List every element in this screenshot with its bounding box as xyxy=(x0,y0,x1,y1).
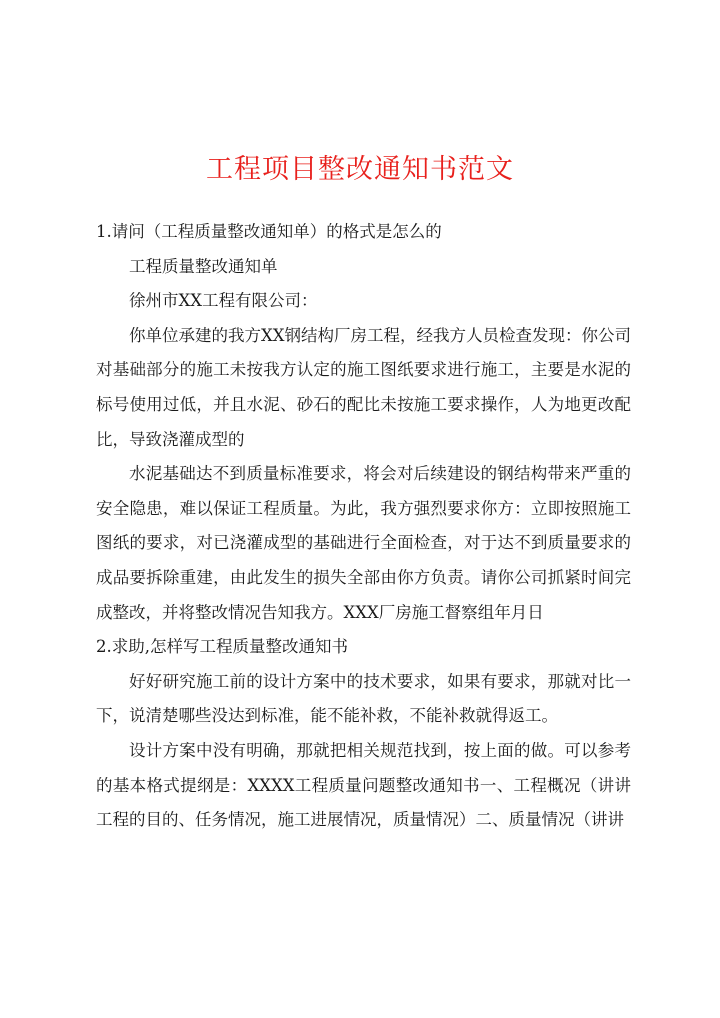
notice-title: 工程质量整改通知单 xyxy=(129,256,278,276)
question-1-heading: 1.请问（工程质量整改通知单）的格式是怎么的 xyxy=(96,222,442,241)
question-2-heading: 2.求助,怎样写工程质量整改通知书 xyxy=(96,637,348,657)
document-body xyxy=(96,215,631,838)
notice-body-paragraph: 水泥基础达不到质量标准要求，将会对后续建设的钢结构带来严重的安全隐患，难以保证工程质量。为此，我方强烈要求你方：立即按照施工图纸的要求，对已浇灌成型的基础进行全面检查，对于达不到质量要求的成品要拆除重建，由此发生的损失全部由你方负责。请你公司抓紧时间完成整改，并将整改情况告知我方。XXX厂房施工督察组年月日 xyxy=(96,464,631,622)
notice-body-paragraph: 你单位承建的我方XX钢结构厂房工程，经我方人员检查发现：你公司对基础部分的施工未按我方认定的施工图纸要求进行施工，主要是水泥的标号使用过低，并且水泥、砂石的配比未按施工要求操作，人为地更改配比，导致浇灌成型的 xyxy=(96,325,631,449)
answer-paragraph: 设计方案中没有明确，那就把相关规范找到，按上面的做。可以参考的基本格式提纲是：XXXX工程质量问题整改通知书一、工程概况（讲讲工程的目的、任务情况，施工进展情况，质量情况）二、质量情况（讲讲 xyxy=(96,740,631,830)
document-title: 工程项目整改通知书范文 xyxy=(206,154,514,185)
answer-paragraph: 好好研究施工前的设计方案中的技术要求，如果有要求，那就对比一下，说清楚哪些没达到标准，能不能补救，不能补救就得返工。 xyxy=(96,671,631,726)
notice-recipient: 徐州市XX工程有限公司： xyxy=(129,291,318,311)
